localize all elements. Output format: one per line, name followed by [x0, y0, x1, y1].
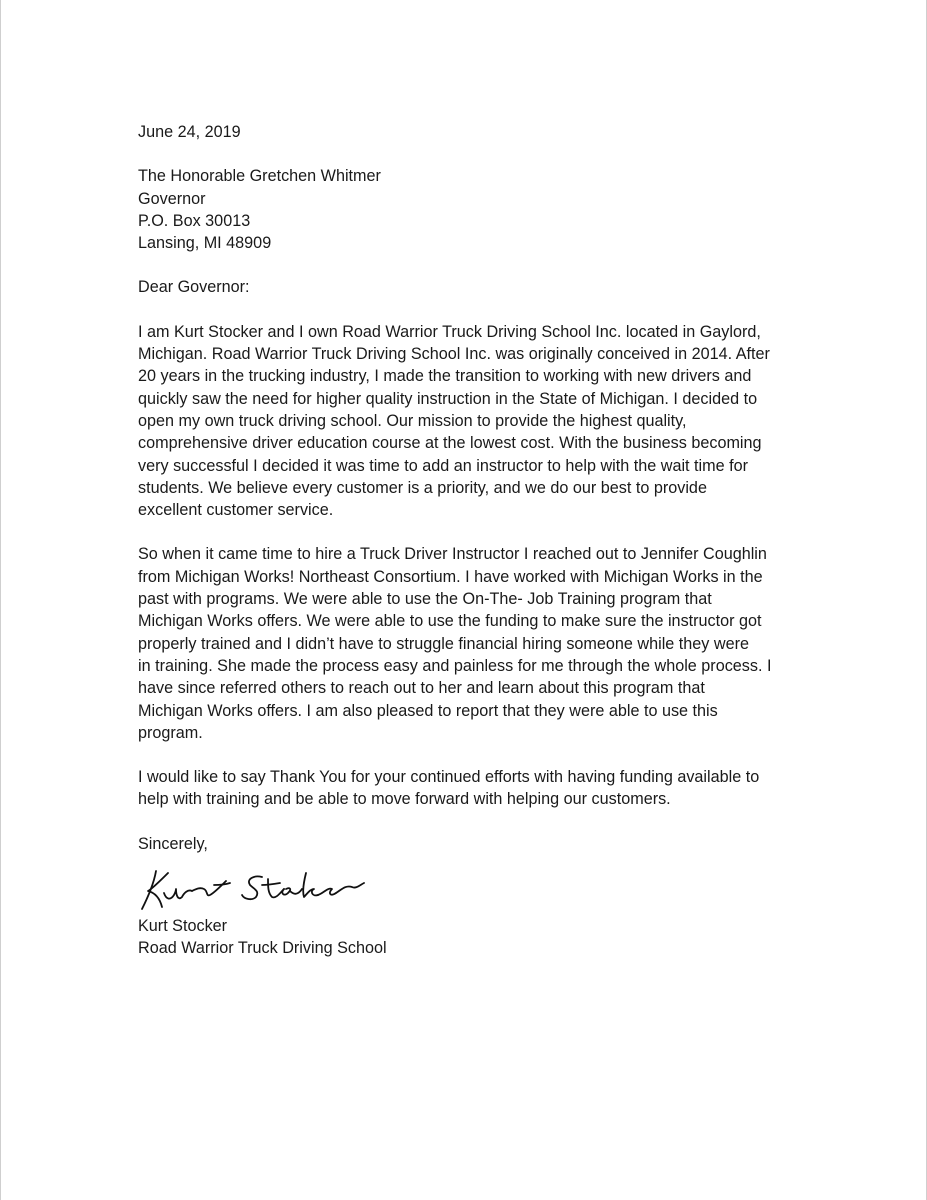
recipient-city-state-zip: Lansing, MI 48909: [138, 234, 272, 253]
paragraph-line: program.: [138, 723, 203, 742]
paragraph-line: from Michigan Works! Northeast Consortium. I have worked with Michigan Works in the: [138, 567, 763, 586]
letter-date: June 24, 2019: [138, 123, 241, 141]
paragraph-line: excellent customer service.: [138, 501, 334, 520]
signature-image: [134, 859, 374, 915]
paragraph-line: past with programs. We were able to use the On-The- Job Training program that: [138, 590, 712, 609]
signer-organization: Road Warrior Truck Driving School: [138, 939, 387, 958]
closing: Sincerely,: [138, 834, 208, 853]
paragraph-line: very successful I decided it was time to add an instructor to help with the wait time for: [138, 456, 749, 475]
body-paragraph: [138, 543, 898, 744]
paragraph-line: comprehensive driver education course at the lowest cost. With the business becoming: [138, 434, 762, 453]
paragraph-line: students. We believe every customer is a priority, and we do our best to provide: [138, 478, 707, 497]
recipient-address: [138, 165, 898, 254]
body-paragraph: [138, 321, 898, 522]
paragraph-line: Michigan Works offers. We were able to use the funding to make sure the instructor got: [138, 612, 762, 631]
recipient-po-box: P.O. Box 30013: [138, 211, 251, 230]
letter-paragraphs: [138, 321, 898, 811]
paragraph-line: I am Kurt Stocker and I own Road Warrior Truck Driving School Inc. located in Gaylord,: [138, 322, 761, 341]
body-paragraph: [138, 766, 898, 811]
paragraph-line: So when it came time to hire a Truck Driver Instructor I reached out to Jennifer Coughlin: [138, 545, 767, 564]
letter-body: [138, 121, 898, 960]
paragraph-line: open my own truck driving school. Our mission to provide the highest quality,: [138, 411, 687, 430]
paragraph-line: in training. She made the process easy and painless for me through the whole process. I: [138, 656, 772, 675]
paragraph-line: help with training and be able to move forward with helping our customers.: [138, 790, 671, 809]
signer-name: Kurt Stocker: [138, 917, 228, 936]
paragraph-line: properly trained and I didn’t have to struggle financial hiring someone while they were: [138, 634, 749, 653]
recipient-name: The Honorable Gretchen Whitmer: [138, 167, 381, 186]
paragraph-line: Michigan Works offers. I am also pleased to report that they were able to use this: [138, 701, 718, 720]
signer-block: [138, 915, 898, 960]
paragraph-line: quickly saw the need for higher quality instruction in the State of Michigan. I decided to: [138, 389, 758, 408]
paragraph-line: 20 years in the trucking industry, I made the transition to working with new drivers and: [138, 367, 752, 386]
paragraph-line: Michigan. Road Warrior Truck Driving School Inc. was originally conceived in 2014. After: [138, 345, 770, 364]
paragraph-line: I would like to say Thank You for your continued efforts with having funding available to: [138, 768, 760, 787]
recipient-title: Governor: [138, 189, 206, 208]
salutation: Dear Governor:: [138, 278, 250, 297]
paragraph-line: have since referred others to reach out to her and learn about this program that: [138, 679, 705, 698]
